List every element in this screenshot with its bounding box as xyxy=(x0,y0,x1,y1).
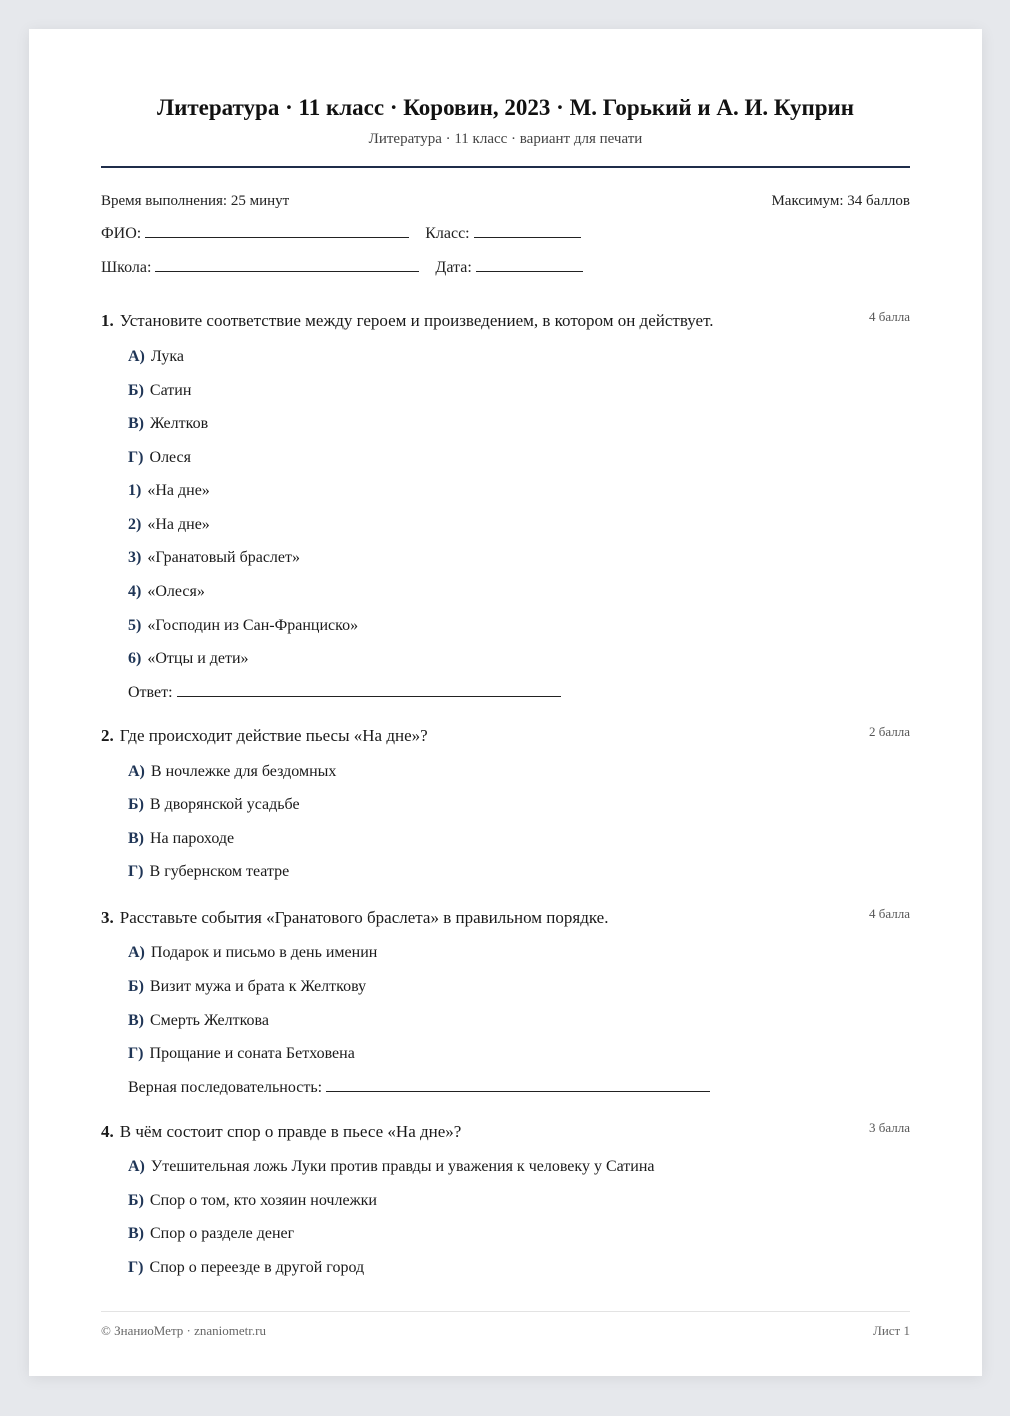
option-label: А) xyxy=(128,348,145,365)
question-header xyxy=(101,726,910,750)
option-g xyxy=(128,1259,364,1277)
question-2 xyxy=(101,724,910,880)
option-text: Смерть Желткова xyxy=(150,1012,269,1029)
option-g xyxy=(128,863,289,881)
option-6 xyxy=(128,650,249,668)
option-g xyxy=(128,449,191,467)
option-5 xyxy=(128,617,358,635)
question-number: 4. xyxy=(101,1122,114,1141)
option-a xyxy=(128,944,377,962)
option-label: Г) xyxy=(128,1259,144,1276)
option-v xyxy=(128,1225,294,1243)
option-label: А) xyxy=(128,1158,145,1175)
school-label: Школа: xyxy=(101,259,152,276)
option-label: 3) xyxy=(128,549,142,566)
option-text: Спор о разделе денег xyxy=(150,1225,295,1242)
date-label: Дата: xyxy=(435,259,472,276)
option-v xyxy=(128,415,208,433)
option-v xyxy=(128,830,234,848)
option-text: «Гранатовый браслет» xyxy=(147,549,300,566)
answer-row xyxy=(128,684,561,702)
option-text: В дворянской усадьбе xyxy=(149,796,300,813)
option-text: Спор о переезде в другой город xyxy=(149,1259,365,1276)
option-text: Прощание и соната Бетховена xyxy=(149,1045,355,1062)
option-text: На пароходе xyxy=(150,830,235,847)
option-text: Сатин xyxy=(149,382,192,399)
option-label: 4) xyxy=(128,583,142,600)
question-number: 1. xyxy=(101,311,114,330)
question-text: Где происходит действие пьесы «На дне»? xyxy=(119,726,428,745)
option-label: Б) xyxy=(128,796,144,813)
question-points: 3 балла xyxy=(869,1120,910,1135)
option-label: 1) xyxy=(128,482,142,499)
worksheet-page xyxy=(29,29,982,1376)
question-4 xyxy=(101,1120,910,1276)
option-text: Визит мужа и брата к Желткову xyxy=(149,978,367,995)
option-text: «Олеся» xyxy=(147,583,205,600)
option-a xyxy=(128,1158,655,1176)
option-a xyxy=(128,348,184,366)
question-header xyxy=(101,908,910,932)
page-subtitle: Литература · 11 класс · вариант для печати xyxy=(368,131,643,147)
answer-field[interactable] xyxy=(326,1079,710,1092)
date-field[interactable] xyxy=(476,259,583,272)
option-label: В) xyxy=(128,415,144,432)
option-text: Подарок и письмо в день именин xyxy=(150,944,378,961)
page-title: Литература · 11 класс · Коровин, 2023 · М. Горький и А. И. Куприн xyxy=(156,95,855,120)
option-label: 6) xyxy=(128,650,142,667)
option-text: «Господин из Сан-Франциско» xyxy=(147,617,359,634)
answer-label: Ответ: xyxy=(128,684,173,701)
fio-class-row xyxy=(101,225,581,243)
option-text: «Отцы и дети» xyxy=(147,650,249,667)
option-b xyxy=(128,978,366,996)
class-label: Класс: xyxy=(425,225,470,242)
option-label: 5) xyxy=(128,617,142,634)
question-header xyxy=(101,311,910,335)
answer-label: Верная последовательность: xyxy=(128,1079,323,1096)
question-number: 3. xyxy=(101,908,114,927)
time-limit: Время выполнения: 25 минут xyxy=(101,193,290,209)
option-label: Б) xyxy=(128,382,144,399)
option-text: Олеся xyxy=(149,449,192,466)
fio-field[interactable] xyxy=(145,225,409,238)
option-label: Б) xyxy=(128,978,144,995)
option-label: В) xyxy=(128,830,144,847)
option-text: В губернском театре xyxy=(149,863,290,880)
option-text: В ночлежке для бездомных xyxy=(150,763,337,780)
option-4 xyxy=(128,583,205,601)
option-text: Лука xyxy=(150,348,184,365)
option-label: Г) xyxy=(128,863,144,880)
question-text: В чём состоит спор о правде в пьесе «На дне»? xyxy=(119,1122,462,1141)
option-text: Желтков xyxy=(150,415,209,432)
answer-row xyxy=(128,1079,710,1097)
option-1 xyxy=(128,482,210,500)
question-text: Установите соответствие между героем и произведением, в котором он действует. xyxy=(119,311,714,330)
option-text: «На дне» xyxy=(147,516,210,533)
option-2 xyxy=(128,516,210,534)
fio-label: ФИО: xyxy=(101,225,142,242)
option-label: В) xyxy=(128,1012,144,1029)
question-points: 4 балла xyxy=(869,906,910,921)
option-b xyxy=(128,796,300,814)
option-label: А) xyxy=(128,944,145,961)
option-text: Утешительная ложь Луки против правды и уважения к человеку у Сатина xyxy=(150,1158,655,1175)
school-date-row xyxy=(101,259,583,277)
header-divider xyxy=(101,166,910,168)
option-3 xyxy=(128,549,300,567)
question-3 xyxy=(101,906,910,1096)
option-g xyxy=(128,1045,355,1063)
footer-divider xyxy=(101,1311,910,1312)
option-label: 2) xyxy=(128,516,142,533)
option-text: «На дне» xyxy=(147,482,210,499)
option-label: В) xyxy=(128,1225,144,1242)
page-content xyxy=(101,29,910,1376)
school-field[interactable] xyxy=(155,259,419,272)
option-v xyxy=(128,1012,269,1030)
question-header xyxy=(101,1122,910,1146)
option-text: Спор о том, кто хозяин ночлежки xyxy=(149,1192,377,1209)
option-a xyxy=(128,763,336,781)
page-number: Лист 1 xyxy=(873,1323,910,1338)
question-points: 2 балла xyxy=(869,724,910,739)
option-label: А) xyxy=(128,763,145,780)
option-label: Г) xyxy=(128,449,144,466)
question-points: 4 балла xyxy=(869,309,910,324)
option-label: Г) xyxy=(128,1045,144,1062)
footer-copyright: © ЗнаниоМетр · znaniometr.ru xyxy=(101,1323,266,1338)
question-number: 2. xyxy=(101,726,114,745)
option-b xyxy=(128,382,191,400)
option-b xyxy=(128,1192,377,1210)
question-1 xyxy=(101,309,910,701)
option-label: Б) xyxy=(128,1192,144,1209)
max-score: Максимум: 34 баллов xyxy=(771,193,910,209)
answer-field[interactable] xyxy=(177,684,561,697)
question-text: Расставьте события «Гранатового браслета» в правильном порядке. xyxy=(119,908,609,927)
class-field[interactable] xyxy=(474,225,581,238)
